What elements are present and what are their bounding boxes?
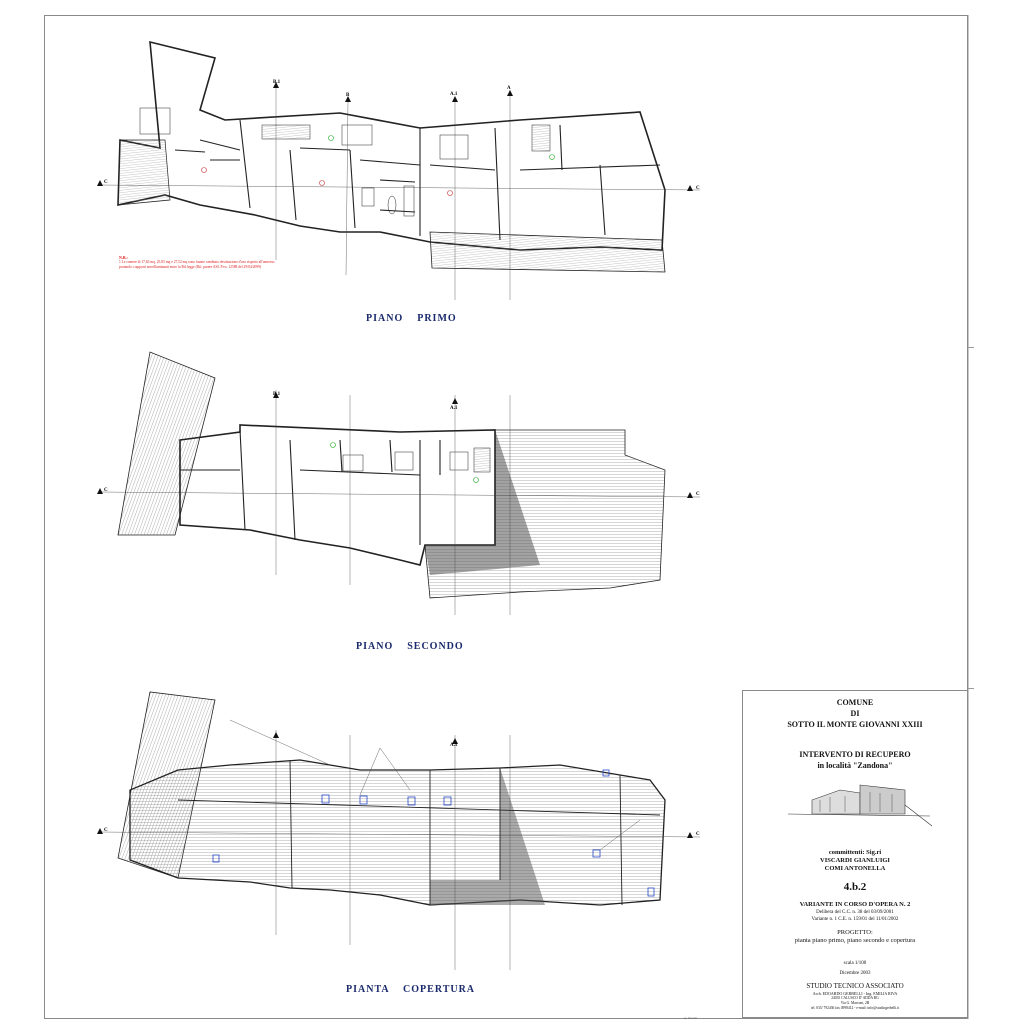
section-label-b1: B.1 [273, 80, 281, 85]
section-label-c: C [104, 828, 108, 833]
comune-line2: DI [850, 709, 860, 718]
date: Dicembre 2003 [839, 971, 871, 976]
scale: scala 1/100 [843, 961, 867, 966]
variante-title: VARIANTE IN CORSO D'OPERA N. 2 [799, 901, 911, 908]
first-floor-note [119, 256, 287, 269]
roof-plan-title: PIANTA COPERTURA [346, 984, 476, 995]
first-floor-title: PIANO PRIMO [366, 313, 457, 324]
section-label-a: A [507, 86, 511, 91]
intervento-line2: in località "Zandona" [817, 761, 893, 770]
section-label-b1: B.1 [273, 392, 281, 397]
progetto-label: PROGETTO: [837, 929, 873, 936]
note-head: N.B.: [119, 255, 128, 260]
section-label-c: C [696, 492, 700, 497]
variante-ce: Variante n. 1 C.E. n. 159/01 del 11/01/2002 [811, 917, 899, 922]
roof-plan [100, 692, 700, 970]
comune-line1: COMUNE [836, 698, 874, 707]
studio-arch: Arch. EDOARDO GERBELLI - Ing. EMILIA RIVA [812, 991, 898, 996]
second-floor-plan [100, 352, 700, 615]
committente-1: VISCARDI GIANLUIGI [820, 857, 890, 864]
footer-note: sp. Moretti [684, 1016, 698, 1020]
drawing-number: 4.b.2 [843, 881, 867, 893]
title-block [742, 690, 968, 1018]
studio-address-2: Via G. Marconi, 2B [840, 1001, 870, 1005]
section-label-b: B [346, 93, 350, 98]
committente-2: COMI ANTONELLA [824, 865, 886, 872]
studio-name: STUDIO TECNICO ASSOCIATO [806, 982, 904, 990]
note-body: 1 Le camere di 17,63 mq, 25,83 mq e 27,52 mq sono faunte cambiato destinazione d'uso rispetto all'annesso: portando i rapporti aeroilluminanti entro la Rif.legge (Rif. parere ASL P.vo. 12588 del 29/04/2099) [119, 260, 276, 269]
comune-line3: SOTTO IL MONTE GIOVANNI XXIII [787, 720, 923, 729]
progetto-desc: pianta piano primo, piano secondo e copertura [794, 937, 916, 944]
section-label-a1: A.1 [450, 406, 458, 411]
section-label-c: C [104, 488, 108, 493]
section-label-c: C [104, 180, 108, 185]
section-label-a1: A.1 [450, 743, 458, 748]
studio-address: 24035 CALUSCO D' ADDA BG [831, 996, 879, 1000]
section-label-c: C [696, 186, 700, 191]
delibera: Delibera del C.C. n. 38 del 03/09/2001 [816, 910, 894, 915]
committenti-label: committenti: Sig.ri [828, 849, 882, 856]
section-label-c: C [696, 832, 700, 837]
section-label-a1: A.1 [450, 92, 458, 97]
second-floor-title: PIANO SECONDO [356, 641, 464, 652]
intervento-line1: INTERVENTO DI RECUPERO [799, 750, 911, 759]
studio-contacts: tel. 035/ 792436 fax 4998412 - e-mail: info@studiogerbelli.it [810, 1006, 900, 1010]
